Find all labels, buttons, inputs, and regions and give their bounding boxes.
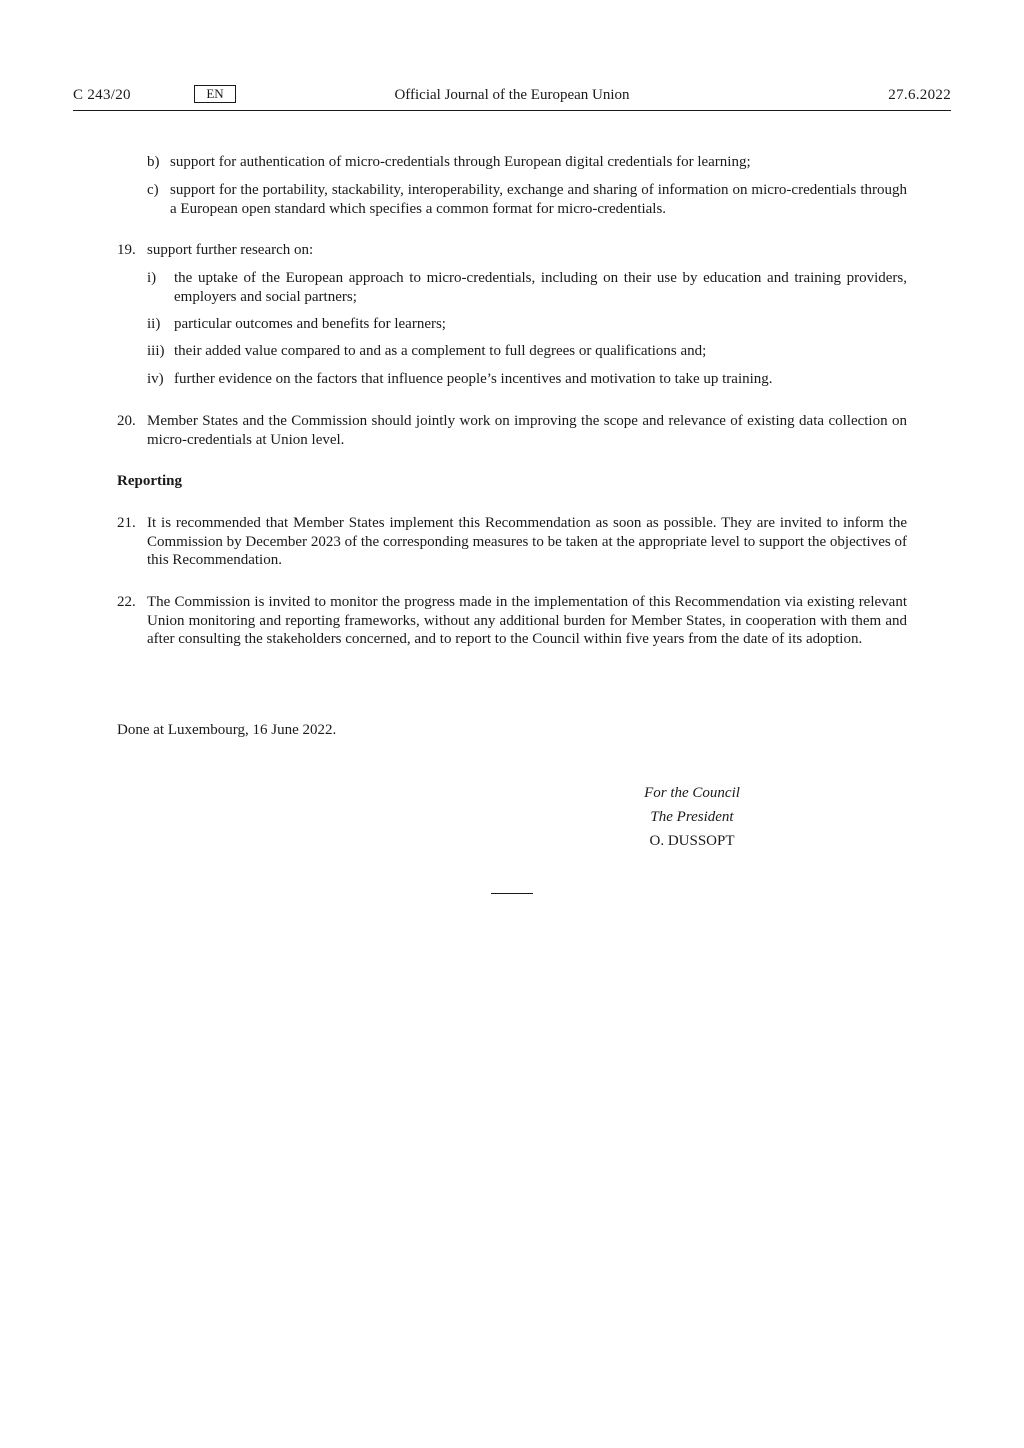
signature-name: O. DUSSOPT: [649, 833, 735, 849]
signature-president-title: The President: [650, 809, 734, 825]
section-heading-reporting: Reporting: [117, 473, 182, 489]
paragraph-text: The Commission is invited to monitor the progress made in the implementation of this Recommendation via existing relevant Union monitoring and reporting frameworks, without any additional burden for Member States, in cooperation with them and after consulting the stakeholders concerned, and to report to the Council within five years from the date of its adoption.: [147, 594, 907, 647]
paragraph-22: [117, 593, 907, 649]
paragraph-text: Member States and the Commission should jointly work on improving the scope and relevance of existing data collection on micro-credentials at Union level.: [147, 413, 907, 448]
item-text: the uptake of the European approach to micro-credentials, including on their use by education and training providers, employers and social partners;: [174, 270, 907, 305]
item-text: particular outcomes and benefits for learners;: [174, 316, 446, 332]
list-item-iii: [147, 342, 907, 361]
paragraph-number: 19.: [117, 242, 136, 258]
item-label: i): [147, 270, 157, 286]
signature-for-council: For the Council: [644, 785, 740, 801]
paragraph-number: 20.: [117, 413, 136, 429]
paragraph-21: [117, 514, 907, 570]
done-at-line: Done at Luxembourg, 16 June 2022.: [117, 722, 337, 738]
list-item-c: [147, 181, 907, 218]
item-label: b): [147, 154, 160, 170]
item-label: ii): [147, 316, 161, 332]
language-badge: EN: [194, 85, 236, 103]
list-item-i: [147, 269, 907, 306]
issue-number: C 243/20: [73, 87, 131, 103]
item-label: iii): [147, 343, 165, 359]
list-item-iv: [147, 370, 907, 389]
paragraph-20: [117, 412, 907, 449]
item-text: their added value compared to and as a complement to full degrees or qualifications and;: [174, 343, 707, 359]
item-label: iv): [147, 371, 164, 387]
list-item-b: [147, 153, 907, 172]
journal-title: Official Journal of the European Union: [394, 87, 630, 103]
item-text: support for the portability, stackability, interoperability, exchange and sharing of information on micro-credentials through a European open standard which specifies a common format for micro-credentials.: [170, 182, 907, 217]
issue-date: 27.6.2022: [888, 87, 951, 103]
end-rule: [491, 893, 533, 894]
list-item-ii: [147, 315, 907, 334]
item-label: c): [147, 182, 159, 198]
paragraph-number: 21.: [117, 515, 136, 531]
item-text: further evidence on the factors that influence people’s incentives and motivation to take up training.: [174, 371, 773, 387]
paragraph-text: support further research on:: [147, 242, 314, 258]
paragraph-number: 22.: [117, 594, 136, 610]
item-text: support for authentication of micro-credentials through European digital credentials for learning;: [170, 154, 751, 170]
paragraph-19: [117, 241, 907, 260]
page-header: [73, 86, 951, 111]
paragraph-text: It is recommended that Member States implement this Recommendation as soon as possible. They are invited to inform the Commission by December 2023 of the corresponding measures to be taken at the appropriate level to support the objectives of this Recommendation.: [147, 515, 907, 568]
